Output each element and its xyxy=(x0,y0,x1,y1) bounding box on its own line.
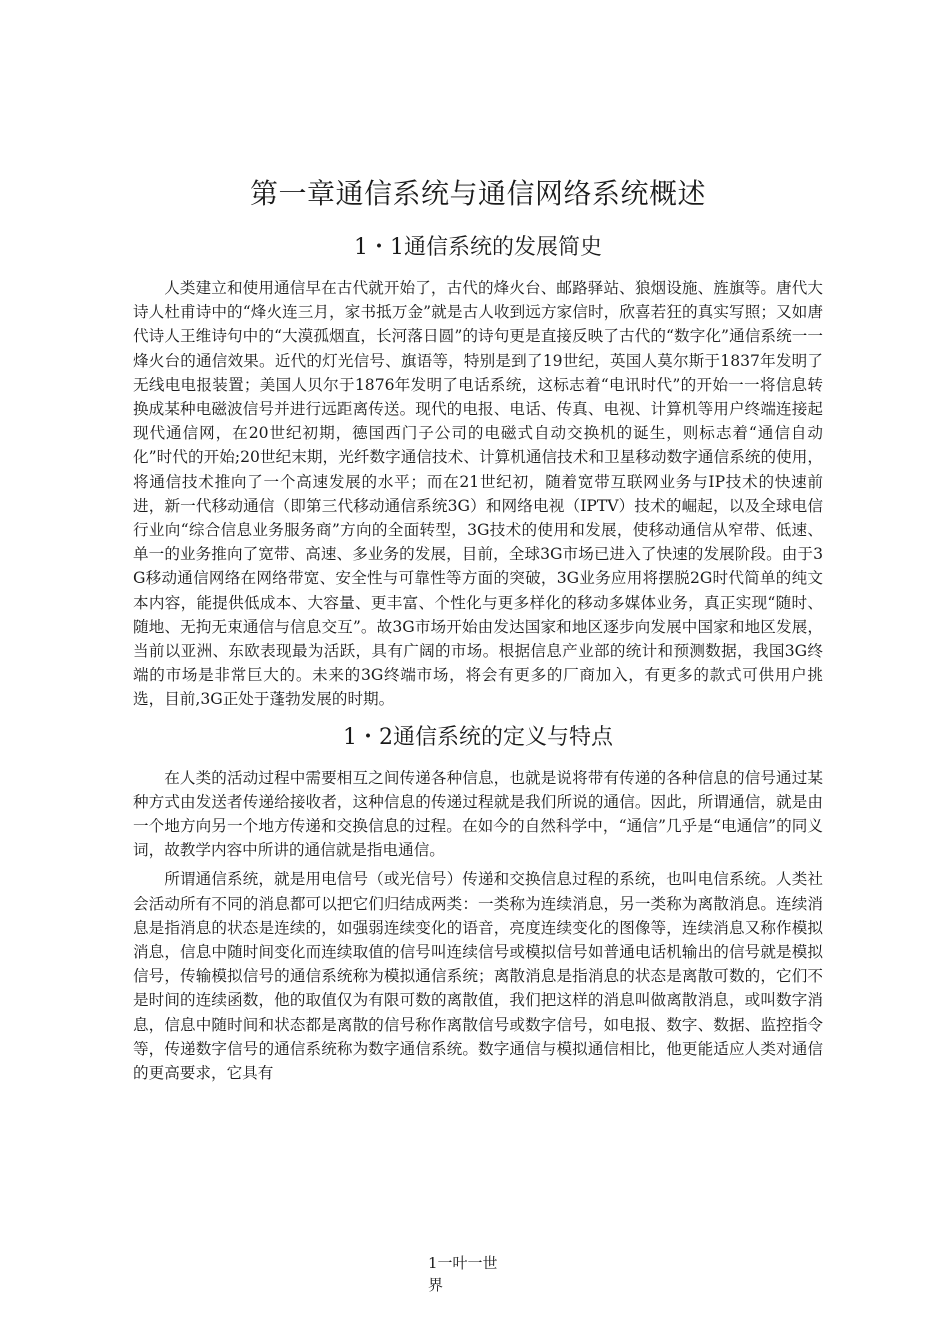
footer-line-2: 界 xyxy=(428,1276,444,1294)
section-2-body xyxy=(133,766,823,1086)
section-2-paragraph-2: 所谓通信系统，就是用电信号（或光信号）传递和交换信息过程的系统，也叫电信系统。人类社会活动所有不同的消息都可以把它们归结成两类：一类称为连续消息，另一类称为离散消息。连续消息是指消息的状态是连续的，如强弱连续变化的语音，亮度连续变化的图像等，连续消息又称作模拟消息，信息中随时间变化而连续取值的信号叫连续信号或模拟信号如普通电话机输出的信号就是模拟信号，传输模拟信号的通信系统称为模拟通信系统；离散消息是指消息的状态是离散可数的，它们不是时间的连续函数，他的取值仅为有限可数的离散值，我们把这样的消息叫做离散消息，或叫数字消息，信息中随时间和状态都是离散的信号称作离散信号或数字信号，如电报、数字、数据、监控指令等，传递数字信号的通信系统称为数字通信系统。数字通信与模拟通信相比，他更能适应人类对通信的更高要求，它具有 xyxy=(133,870,823,1083)
footer-line-1: 1一叶一世 xyxy=(428,1254,498,1272)
section-1-title: 1・1通信系统的发展简史 xyxy=(354,235,602,260)
document-body xyxy=(133,172,823,1085)
page-footer xyxy=(428,1252,528,1296)
section-1-paragraph: 人类建立和使用通信早在古代就开始了，古代的烽火台、邮路驿站、狼烟设施、旌旗等。唐代大诗人杜甫诗中的“烽火连三月，家书抵万金”就是古人收到远方家信时，欣喜若狂的真实写照；又如唐代诗人王维诗句中的“大漠孤烟直，长河落日圆”的诗句更是直接反映了古代的“数字化”通信系统一一烽火台的通信效果。近代的灯光信号、旗语等，特别是到了19世纪，英国人莫尔斯于1837年发明了无线电电报装置；美国人贝尔于1876年发明了电话系统，这标志着“电讯时代”的开始一一将信息转换成某种电磁波信号并进行远距离传送。现代的电报、电话、传真、电视、计算机等用户终端连接起现代通信网，在20世纪初期，德国西门子公司的电磁式自动交换机的诞生，则标志着“通信自动化”时代的开始;20世纪末期，光纤数字通信技术、计算机通信技术和卫星移动数字通信系统的使用，将通信技术推向了一个高速发展的水平；而在21世纪初，随着宽带互联网业务与IP技术的快速前进，新一代移动通信（即第三代移动通信系统3G）和网络电视（IPTV）技术的崛起，以及全球电信行业向“综合信息业务服务商”方向的全面转型，3G技术的使用和发展，使移动通信从窄带、低速、单一的业务推向了宽带、高速、多业务的发展，目前，全球3G市场已进入了快速的发展阶段。由于3G移动通信网络在网络带宽、安全性与可靠性等方面的突破，3G业务应用将摆脱2G时代简单的纯文本内容，能提供低成本、大容量、更丰富、个性化与更多样化的移动多媒体业务，真正实现“随时、随地、无拘无束通信与信息交互”。故3G市场开始由发达国家和地区逐步向发展中国家和地区发展，当前以亚洲、东欧表现最为活跃，具有广阔的市场。根据信息产业部的统计和预测数据，我国3G终端的市场是非常巨大的。未来的3G终端市场，将会有更多的厂商加入，有更多的款式可供用户挑选，目前,3G正处于蓬勃发展的时期。 xyxy=(133,279,823,709)
chapter-title: 第一章通信系统与通信网络系统概述 xyxy=(249,177,706,210)
section-2-paragraph-1: 在人类的活动过程中需要相互之间传递各种信息，也就是说将带有传递的各种信息的信号通过某种方式由发送者传递给接收者，这种信息的传递过程就是我们所说的通信。因此，所谓通信，就是由一个地方向另一个地方传递和交换信息的过程。在如今的自然科学中，“通信”几乎是“电通信”的同义词，故教学内容中所讲的通信就是指电通信。 xyxy=(133,768,823,860)
section-2-title: 1・2通信系统的定义与特点 xyxy=(343,724,613,750)
